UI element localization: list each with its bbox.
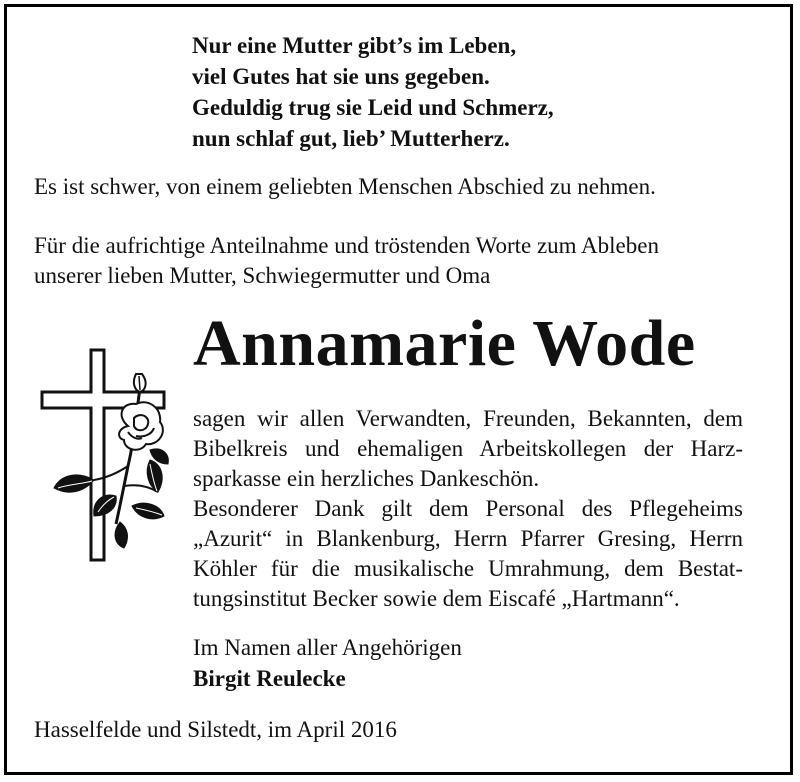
thanks-body	[193, 404, 743, 614]
body-line: tungsinstitut Becker sowie dem Eiscafé „Hartmann“.	[193, 586, 680, 611]
poem-line: nun schlaf gut, lieb’ Mutterherz.	[192, 126, 510, 151]
signature-block	[193, 632, 462, 694]
poem-line: Nur eine Mutter gibt’s im Leben,	[192, 33, 517, 58]
thanks-intro-line: unserer lieben Mutter, Schwiegermutter und Oma	[34, 263, 491, 288]
thanks-intro	[34, 231, 659, 291]
cross-with-rose-icon	[36, 346, 172, 564]
body-line: Bibelkreis und ehemaligen Arbeitskollegen der Harz-	[193, 436, 743, 461]
body-line: Köhler für die musikalische Umrahmung, dem Bestat-	[193, 556, 743, 581]
body-line: sparkasse ein herzliches Dankeschön.	[193, 466, 540, 491]
poem-line: Geduldig trug sie Leid und Schmerz,	[192, 95, 554, 120]
deceased-name: Annamarie Wode	[193, 307, 696, 380]
intro-text: Es ist schwer, von einem geliebten Menschen Abschied zu nehmen.	[34, 174, 656, 199]
body-line: Besonderer Dank gilt dem Personal des Pflegeheims	[193, 496, 743, 521]
on-behalf-text: Im Namen aller Angehörigen	[193, 635, 462, 660]
poem	[192, 30, 554, 154]
body-line: „Azurit“ in Blankenburg, Herrn Pfarrer Gresing, Herrn	[193, 526, 743, 551]
thanks-intro-line: Für die aufrichtige Anteilnahme und tröstenden Worte zum Ableben	[34, 233, 659, 258]
signatory-name: Birgit Reulecke	[193, 666, 346, 691]
body-line: sagen wir allen Verwandten, Freunden, Bekannten, dem	[193, 406, 743, 431]
poem-line: viel Gutes hat sie uns gegeben.	[192, 64, 490, 89]
place-date: Hasselfelde und Silstedt, im April 2016	[34, 717, 397, 742]
